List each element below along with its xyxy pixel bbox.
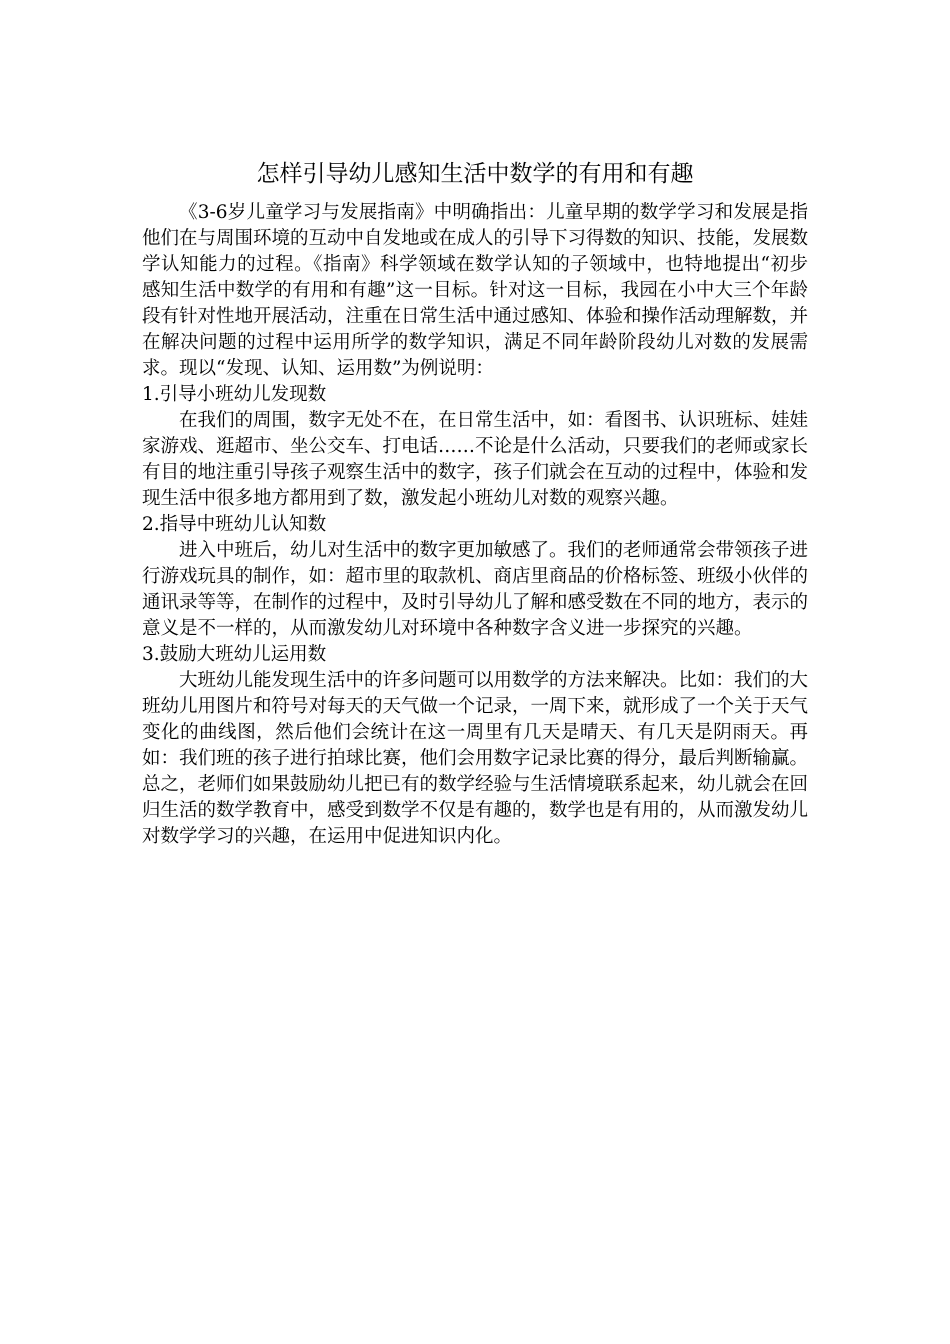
section-paragraph-1: 在我们的周围，数字无处不在，在日常生活中，如：看图书、认识班标、娃娃家游戏、逛超市、坐公交车、打电话……不论是什么活动，只要我们的老师或家长有目的地注重引导孩子观察生活中的数字，孩子们就会在互动的过程中，体验和发现生活中很多地方都用到了数，激发起小班幼儿对数的观察兴趣。 [142,410,809,509]
document-body [142,200,808,850]
document-title: 怎样引导幼儿感知生活中数学的有用和有趣 [256,161,694,187]
section-heading-1: 1.引导小班幼儿发现数 [142,384,327,405]
section-heading-2: 2.指导中班幼儿认知数 [142,514,327,535]
section-paragraph-2: 进入中班后，幼儿对生活中的数字更加敏感了。我们的老师通常会带领孩子进行游戏玩具的制作，如：超市里的取款机、商店里商品的价格标签、班级小伙伴的通讯录等等，在制作的过程中，及时引导幼儿了解和感受数在不同的地方，表示的意义是不一样的，从而激发幼儿对环境中各种数字含义进一步探究的兴趣。 [142,540,809,639]
section-heading-3: 3.鼓励大班幼儿运用数 [142,644,327,665]
section-paragraph-3: 大班幼儿能发现生活中的许多问题可以用数学的方法来解决。比如：我们的大班幼儿用图片和符号对每天的天气做一个记录，一周下来，就形成了一个关于天气变化的曲线图，然后他们会统计在这一周里有几天是晴天、有几天是阴雨天。再如：我们班的孩子进行拍球比赛，他们会用数字记录比赛的得分，最后判断输赢。总之，老师们如果鼓励幼儿把已有的数学经验与生活情境联系起来，幼儿就会在回归生活的数学教育中，感受到数学不仅是有趣的，数学也是有用的，从而激发幼儿对数学学习的兴趣，在运用中促进知识内化。 [142,670,809,847]
intro-paragraph: 《3-6岁儿童学习与发展指南》中明确指出：儿童早期的数学学习和发展是指他们在与周围环境的互动中自发地或在成人的引导下习得数的知识、技能，发展数学认知能力的过程。《指南》科学领域在数学认知的子领域中，也特地提出“初步感知生活中数学的有用和有趣”这一目标。针对这一目标，我园在小中大三个年龄段有针对性地开展活动，注重在日常生活中通过感知、体验和操作活动理解数，并在解决问题的过程中运用所学的数学知识，满足不同年龄阶段幼儿对数的发展需求。现以“发现、认知、运用数”为例说明： [142,202,809,379]
